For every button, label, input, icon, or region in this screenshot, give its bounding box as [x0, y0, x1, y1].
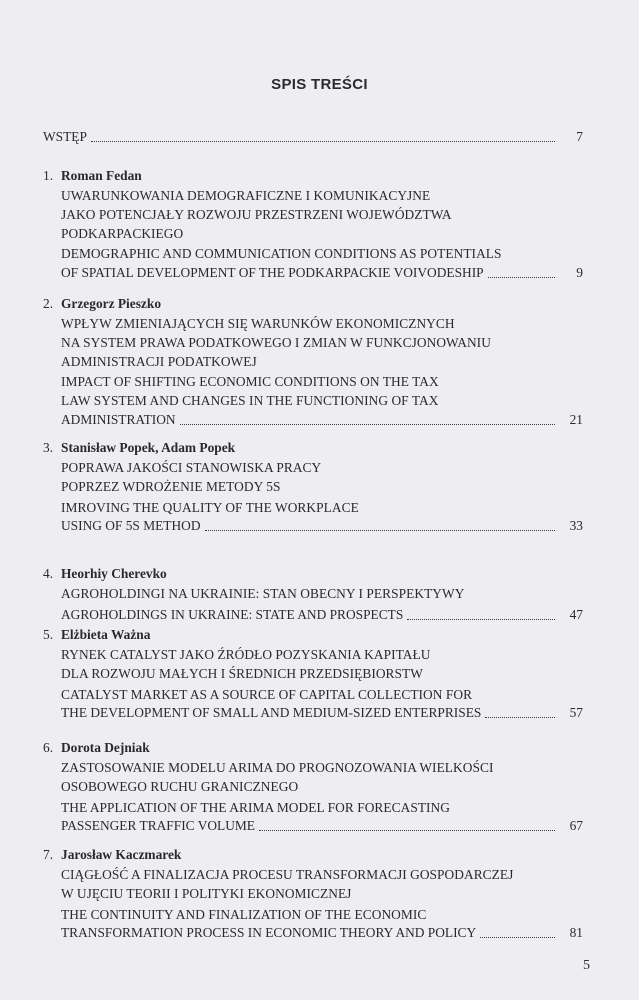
toc-entry [43, 440, 583, 536]
dot-leader [407, 618, 555, 620]
entry-page-number: 9 [576, 265, 583, 281]
entry-page-number: 47 [569, 606, 583, 622]
entry-title-en-line: THE CONTINUITY AND FINALIZATION OF THE ECONOMIC [61, 906, 427, 922]
entry-title-pl-line: PODKARPACKIEGO [61, 225, 184, 241]
entry-leader-line [61, 264, 583, 283]
entry-number: 5. [43, 627, 54, 642]
entry-leader-line [61, 606, 583, 625]
dot-leader [180, 423, 555, 425]
dot-leader [259, 829, 555, 831]
entry-page-number: 81 [569, 925, 583, 941]
dot-leader [91, 140, 555, 142]
entry-number: 3. [43, 440, 54, 455]
dot-leader [488, 276, 555, 278]
entry-title-en-line: AGROHOLDINGS IN UKRAINE: STATE AND PROSPECTS [61, 606, 404, 622]
entry-number: 7. [43, 847, 54, 862]
entry-title-pl-line: W UJĘCIU TEORII I POLITYKI EKONOMICZNEJ [61, 885, 352, 901]
entry-title-en-line: THE DEVELOPMENT OF SMALL AND MEDIUM-SIZED ENTERPRISES [61, 705, 482, 721]
dot-leader [205, 529, 556, 531]
entry-author: Heorhiy Cherevko [61, 566, 167, 581]
entry-title-en-line: PASSENGER TRAFFIC VOLUME [61, 818, 255, 834]
entry-title-pl-line: WPŁYW ZMIENIAJĄCYCH SIĘ WARUNKÓW EKONOMICZNYCH [61, 316, 455, 331]
toc-intro [43, 128, 583, 147]
toc-entry [43, 627, 583, 723]
entry-number: 6. [43, 740, 54, 755]
entry-title-en-line: THE APPLICATION OF THE ARIMA MODEL FOR FORECASTING [61, 799, 451, 815]
entry-title-en-line: USING OF 5S METHOD [61, 518, 201, 534]
entry-header [43, 740, 583, 759]
toc-entry [43, 566, 583, 625]
dot-leader [485, 716, 555, 718]
entry-author: Elżbieta Ważna [61, 627, 151, 642]
entry-leader-line [61, 817, 583, 836]
entry-number: 1. [43, 168, 54, 183]
entry-title-pl-line: AGROHOLDINGI NA UKRAINIE: STAN OBECNY I PERSPEKTYWY [61, 586, 465, 601]
entry-author: Roman Fedan [61, 168, 142, 183]
entry-header [43, 296, 583, 315]
intro-page: 7 [576, 129, 583, 144]
entry-title-en-line: DEMOGRAPHIC AND COMMUNICATION CONDITIONS AS POTENTIALS [61, 246, 502, 262]
entry-title-pl-line: RYNEK CATALYST JAKO ŹRÓDŁO POZYSKANIA KAPITAŁU [61, 647, 431, 662]
entry-leader-line [61, 924, 583, 943]
page-number: 5 [583, 958, 590, 973]
entry-page-number: 21 [569, 411, 583, 427]
entry-title-en-line: IMPACT OF SHIFTING ECONOMIC CONDITIONS ON THE TAX [61, 374, 439, 390]
entry-title-pl-line: POPRZEZ WDROŻENIE METODY 5S [61, 478, 281, 494]
entry-number: 4. [43, 566, 54, 581]
entry-header [43, 627, 583, 646]
toc-entry [43, 740, 583, 836]
entry-header [43, 440, 583, 459]
toc-entry [43, 168, 583, 283]
entry-leader-line [61, 704, 583, 723]
intro-label: WSTĘP [43, 129, 87, 144]
entry-title-en-line: IMROVING THE QUALITY OF THE WORKPLACE [61, 499, 359, 515]
entry-title-pl-line: POPRAWA JAKOŚCI STANOWISKA PRACY [61, 460, 322, 475]
toc-entry [43, 296, 583, 430]
entry-page-number: 67 [569, 818, 583, 834]
entry-title-pl-line: JAKO POTENCJAŁY ROZWOJU PRZESTRZENI WOJEWÓDZTWA [61, 206, 452, 222]
toc-title: SPIS TREŚCI [271, 76, 368, 93]
entry-title-en-line: CATALYST MARKET AS A SOURCE OF CAPITAL COLLECTION FOR [61, 686, 473, 702]
entry-author: Grzegorz Pieszko [61, 296, 162, 311]
entry-title-pl-line: CIĄGŁOŚĆ A FINALIZACJA PROCESU TRANSFORMACJI GOSPODARCZEJ [61, 867, 514, 882]
entry-title-en-line: TRANSFORMATION PROCESS IN ECONOMIC THEORY AND POLICY [61, 925, 477, 941]
toc-entry [43, 847, 583, 943]
entry-page-number: 33 [569, 518, 583, 534]
entry-author: Jarosław Kaczmarek [61, 847, 182, 862]
entry-title-pl-line: DLA ROZWOJU MAŁYCH I ŚREDNICH PRZEDSIĘBIORSTW [61, 665, 423, 681]
entry-leader-line [61, 517, 583, 536]
entry-title-en-line: ADMINISTRATION [61, 411, 176, 427]
entry-header [43, 847, 583, 866]
entry-title-pl-line: ADMINISTRACJI PODATKOWEJ [61, 353, 257, 369]
entry-title-en-line: OF SPATIAL DEVELOPMENT OF THE PODKARPACKIE VOIVODESHIP [61, 265, 484, 281]
entry-leader-line [61, 411, 583, 430]
entry-title-pl-line: OSOBOWEGO RUCHU GRANICZNEGO [61, 778, 299, 794]
entry-header [43, 566, 583, 585]
entry-title-pl-line: UWARUNKOWANIA DEMOGRAFICZNE I KOMUNIKACYJNE [61, 188, 431, 203]
dot-leader [480, 936, 555, 938]
entry-header [43, 168, 583, 187]
entry-author: Dorota Dejniak [61, 740, 150, 755]
entry-title-pl-line: NA SYSTEM PRAWA PODATKOWEGO I ZMIAN W FUNKCJONOWANIU [61, 334, 491, 350]
entry-page-number: 57 [569, 705, 583, 721]
entry-number: 2. [43, 296, 54, 311]
entry-title-pl-line: ZASTOSOWANIE MODELU ARIMA DO PROGNOZOWANIA WIELKOŚCI [61, 760, 494, 775]
entry-author: Stanisław Popek, Adam Popek [61, 440, 236, 455]
entry-title-en-line: LAW SYSTEM AND CHANGES IN THE FUNCTIONING OF TAX [61, 393, 439, 409]
